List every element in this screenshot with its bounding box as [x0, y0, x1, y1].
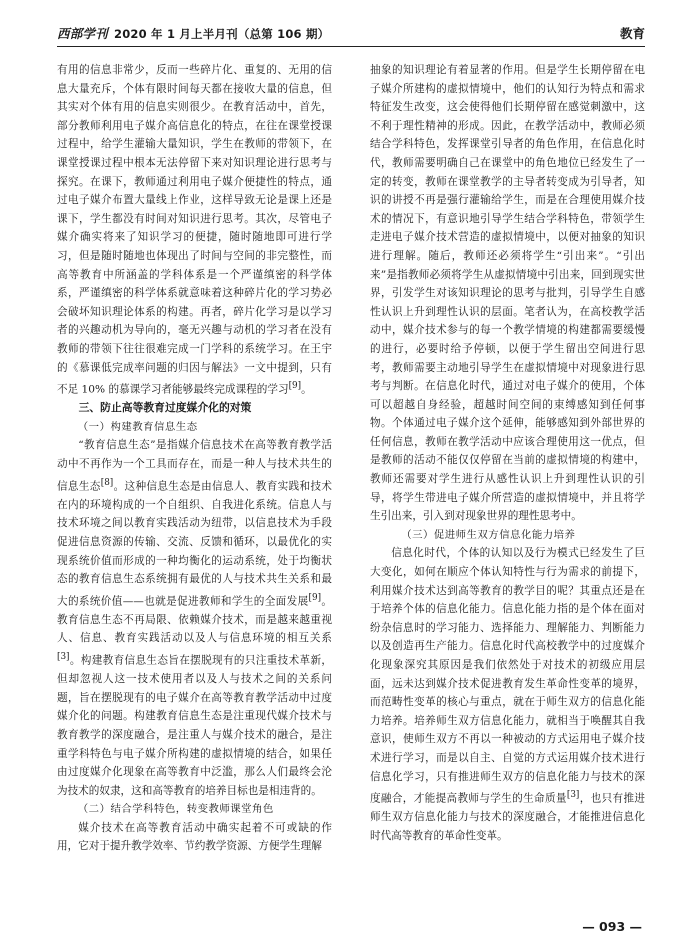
- paragraph-text: 有用的信息非常少，反而一些碎片化、重复的、无用的信息大量充斥，个体有限时间每天都在接收大量的信息，但其实对个体有用的信息实则很少。在教育活动中，首先，部分教师利用电子媒介高信息化的特点，在往在课堂授课过程中，给学生灌输大量知识，学生在教师的带领下，在课堂授课过程中根本无法停留下来对知识理论进行思考与探究。在课下，教师通过利用电子媒介便捷性的特点，通过电子媒介布置大量线上作业，这样导致无论是课上还是课下，学生都没有时间对知识进行思考。其次，尽管电子媒介确实将来了知识学习的便捷，随时随地即可进行学习，但是随时随地也体现出了时间与空间的非完整性，而高等教育中所涵盖的学科体系是一个严谨缜密的科学体系，严谨缜密的科学体系就意味着这种碎片化的学习势必会破坏知识理论体系的构建。再者，碎片化学习是以学习者的兴趣动机为导向的，毫无兴趣与动机的学习者在没有教师的带领下往往很难完成一门学科的系统学习。在王宇的《慕课低完成率问题的归因与解法》一文中提到，只有不足 10% 的慕课学习者能够最终完成课程的学习: [57, 64, 332, 396]
- paragraph-text: 。构建教育信息生态旨在摆脱现有的只注重技术革新，但却忽视人这一技术使用者以及人与技术之间的关系问题，旨在摆脱现有的电子媒介在高等教育教学活动中过度媒介化的问题。构建教育信息生态是注重现代媒介技术与教育教学的深度融合，是注重人与媒介技术的融合，是注重学科特色与电子媒介所构建的虚拟情境的结合，如果任由过度媒介化现象在高等教育中泛滥，那么人们最终会沦为技术的奴隶，这和高等教育的培养目标也是相违背的。: [57, 654, 332, 797]
- journal-brand: 西部学刊: [57, 26, 108, 41]
- paragraph-text: 。这种信息生态是由信息人、教育实践和技术在内的环境构成的一个自组织、自我进化系统。信息人与技术环境之间以教育实践活动为纽带，以信息技术为手段促进信息资源的传输、交流、反馈和循环，以最优化的实现系统价值而形成的一种均衡化的运动系统，处于均衡状态的教育信息生态系统拥有最优的人与技术共生关系和最大的系统价值——也就是促进教师和学生的全面发展: [57, 480, 332, 608]
- page-number: — 093 —: [582, 919, 642, 934]
- paragraph: 抽象的知识理论有着显著的作用。但是学生长期停留在电子媒介所建构的虚拟情境中，他们的认知行为特点和需求特征发生改变，这会使得他们长期停留在感觉刺激中，这不利于理性精神的形成。因此，在教学活动中，教师必须结合学科特色，发挥课堂引导者的角色作用，在信息化时代，教师需要明确自己在课堂中的角色地位已经发生了一定的转变，教师在课堂教学的主导者转变成为引导者，知识的讲授不再是强行灌输给学生，而是在合理使用媒介技术的情况下，有意识地引导学生结合学科特色，带领学生走进电子媒介技术营造的虚拟情境中，以便对抽象的知识进行理解。随后，教师还必须将学生“引出来”。“引出来”是指教师必须将学生从虚拟情境中引出来，回到现实世界，引发学生对该知识理论的思考与批判，引导学生自感性认识上升到理性认识的层面。笔者认为，在高校教学活动中，媒介技术参与的每一个教学情境的构建都需要缓慢的进行，必要时给予停顿，以便于学生留出空间进行思考，教师需要主动地引导学生在虚拟情境中对现象进行思考与判断。在信息化时代，通过对电子媒介的使用，个体可以超越自身经验，超越时间空间的束缚感知到任何事物。个体通过电子媒介这个延伸，能够感知到外部世界的任何信息，教师在教学活动中应该合理使用这一优点，但是教师的活动不能仅仅停留在当前的虚拟情境的构建中，教师还需要对学生进行从感性认识上升到理性认识的引导，将学生带进电子媒介所营造的虚拟情境中，并且将学生引出来，引入到对现象世界的理性思考中。: [370, 64, 645, 523]
- citation-ref: [3]: [57, 652, 70, 662]
- section-label: 教育: [619, 26, 645, 41]
- citation-ref: [9]: [288, 381, 302, 392]
- right-column: [370, 61, 645, 869]
- subsection-heading: （一）构建教育信息生态: [77, 420, 198, 433]
- subsection-heading: （二）结合学科特色，转变教师课堂角色: [77, 803, 274, 816]
- paragraph-text: 信息化时代，个体的认知以及行为模式已经发生了巨大变化，如何在顺应个体认知特性与行为需求的前提下，利用媒介技术达到高等教育的教学目的呢？其重点还是在于培养个体的信息化能力。信息化能力指的是个体在面对纷杂信息时的学习能力、选择能力、理解能力、判断能力以及创造再生产能力。信息化时代高校教学中的过度媒介化现象深究其原因是我们依然处于对技术的初级应用层面，远未达到媒介技术促进教育发生革命性变革的境界，而范畴性变革的核心与重点，就在于师生双方的信息化能力培养。培养师生双方信息化能力，就相当于唤醒其自我意识，使师生双方不再以一种被动的方式运用电子媒介技术进行学习，而是以自主、自觉的方式运用媒介技术进行信息化学习，只有推进师生双方的信息化能力与技术的深度融合，才能提高教师与学生的生命质量: [370, 547, 645, 805]
- citation-ref: [8]: [100, 477, 114, 488]
- paragraph-text: 。: [301, 383, 312, 396]
- page-header: [57, 22, 645, 47]
- section-heading: 三、防止高等教育过度媒介化的对策: [78, 401, 252, 415]
- subsection-heading: （三）促进师生双方信息化能力培养: [401, 528, 576, 541]
- citation-ref: [3]: [566, 790, 580, 801]
- paragraph: 媒介技术在高等教育活动中确实起着不可或缺的作用，它对于提升教学效率、节约教学资源、方便学生理解: [57, 821, 332, 853]
- paragraph: [57, 61, 332, 399]
- paragraph-text: ，也只有推进师生双方信息化能力与技术的深度融合，才能推进信息化时代高等教育的革命性变革。: [370, 792, 645, 842]
- paragraph: [370, 544, 645, 845]
- citation-ref: [9]: [308, 592, 322, 603]
- left-column: [57, 61, 332, 923]
- paragraph-text: 。教育信息生态不再局限、依赖媒介技术，而是越来越重视人、信息、教育实践活动以及人与信息环境的相互关系: [57, 595, 332, 645]
- journal-issue: 2020 年 1 月上半月刊（总第 106 期）: [114, 27, 330, 41]
- paragraph-text: “教育信息生态”是指媒介信息技术在高等教育教学活动中不再作为一个工具而存在，而是一种人与技术共生的信息生态: [57, 439, 332, 493]
- journal-masthead: [57, 24, 329, 42]
- paragraph: [57, 436, 332, 800]
